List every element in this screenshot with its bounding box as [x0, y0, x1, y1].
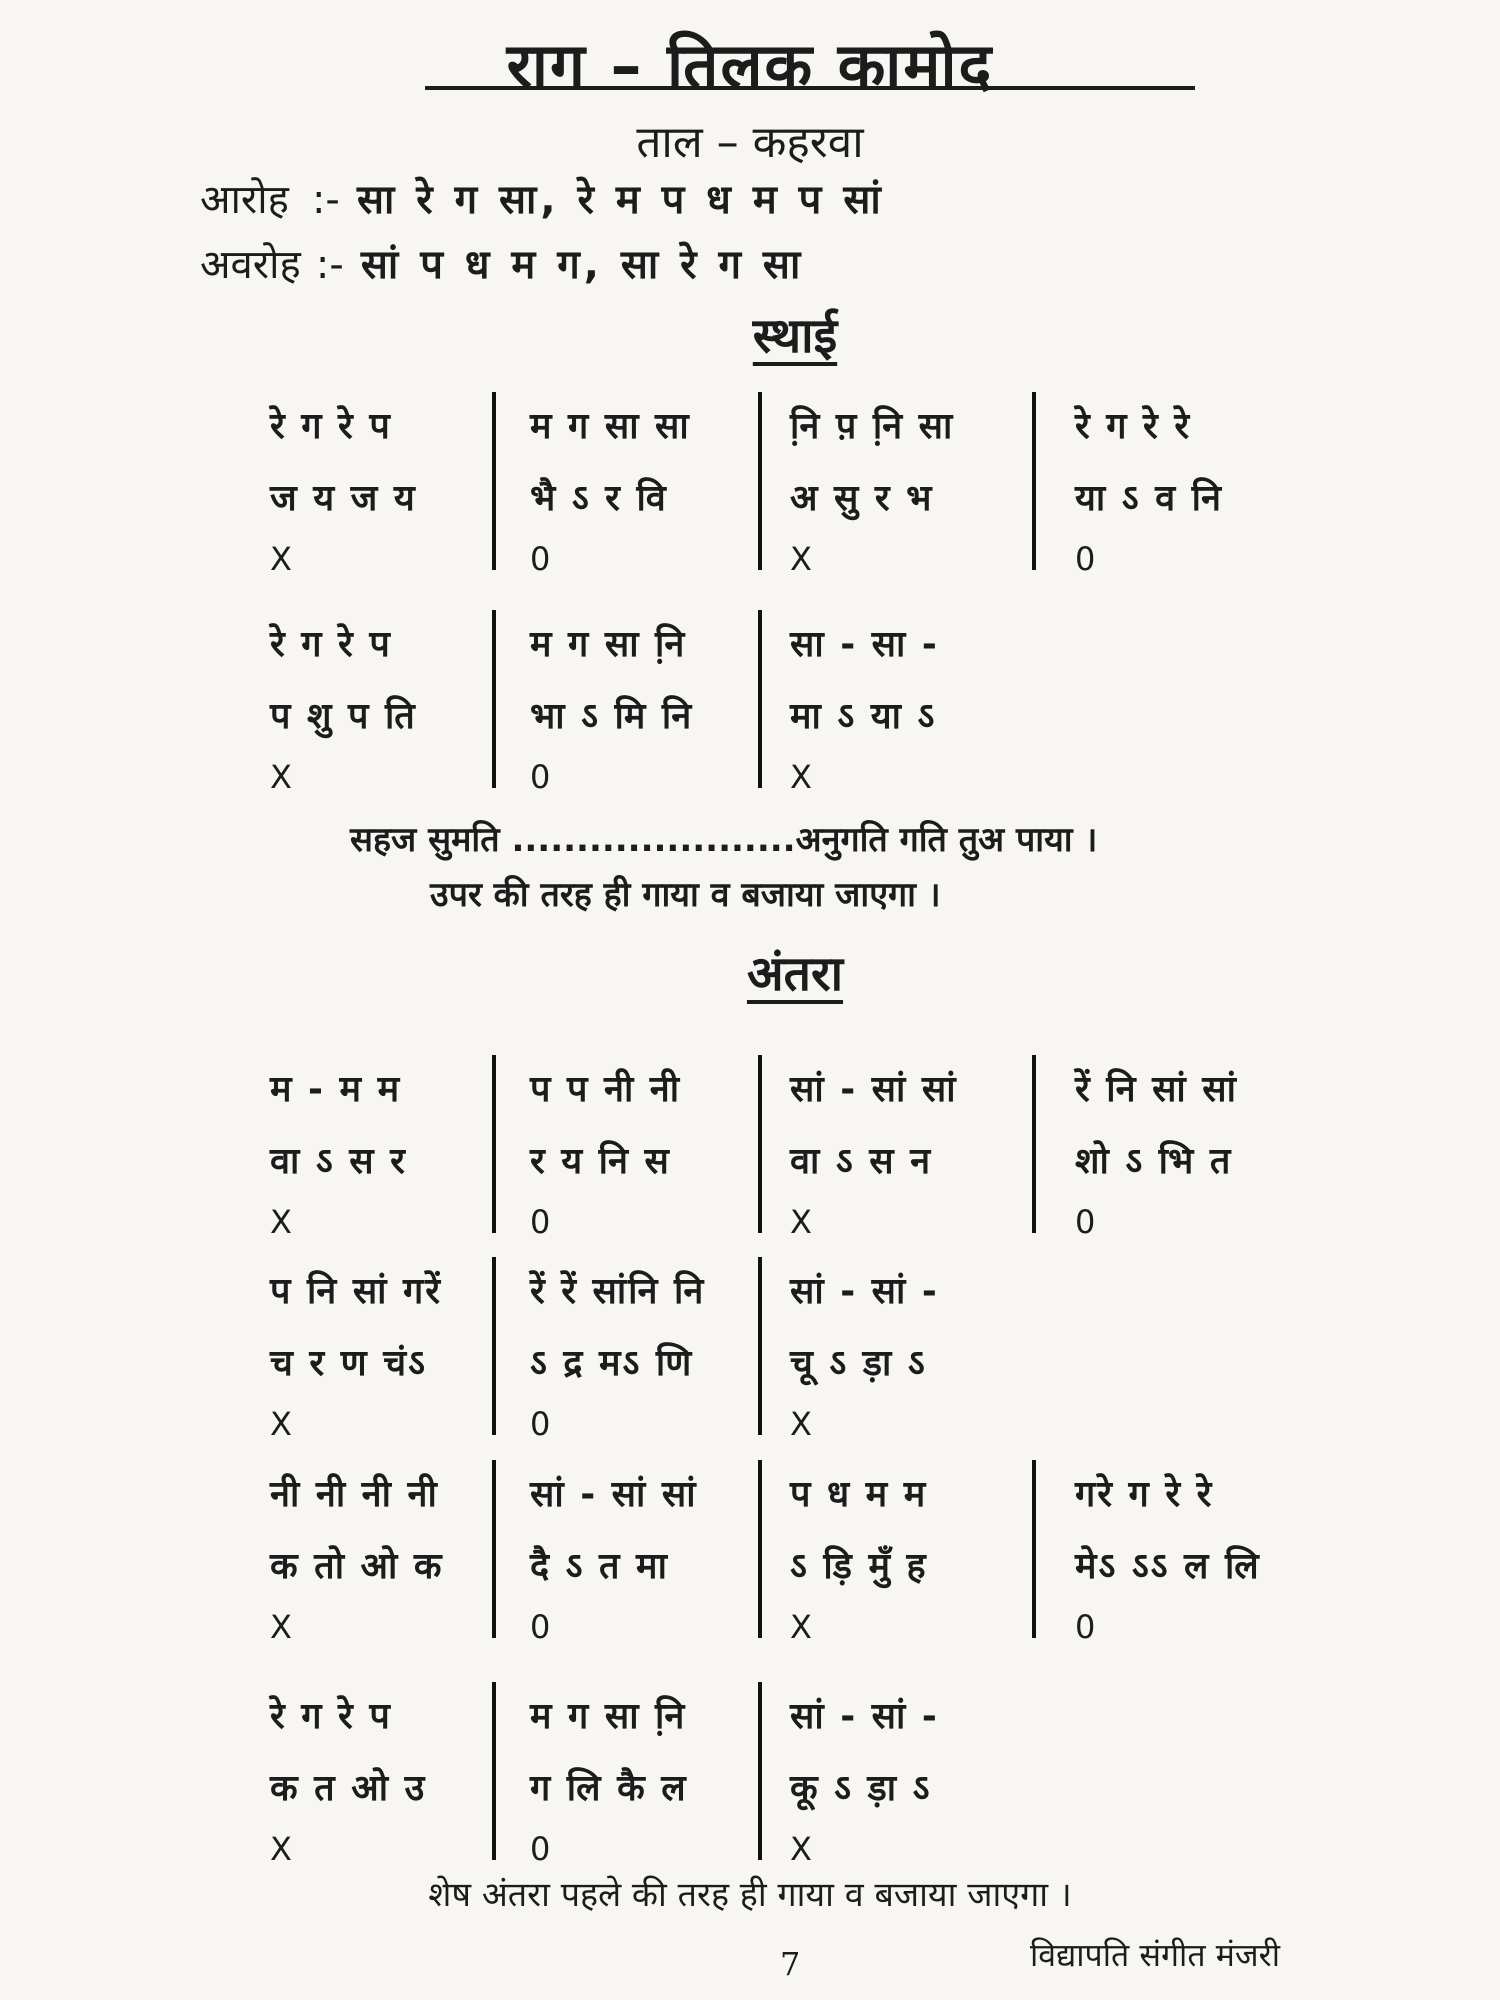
- bol-row: क तो ओ क: [270, 1546, 444, 1587]
- vibhag-divider: [758, 1055, 762, 1233]
- swar-row: म - म म: [270, 1069, 402, 1110]
- taal-mark: X: [790, 1405, 814, 1443]
- swar-row: नी नी नी नी: [270, 1474, 439, 1515]
- vibhag-divider: [1032, 392, 1036, 570]
- taal-mark: 0: [530, 758, 553, 796]
- sthai-heading: स्थाई: [752, 308, 838, 364]
- swar-row: प ध म म: [790, 1474, 928, 1515]
- taal-mark: 0: [530, 1830, 553, 1868]
- swar-row: रें रें सांनि नि: [530, 1271, 706, 1312]
- bol-row: चू ऽ ड़ा ऽ: [790, 1343, 927, 1384]
- vibhag-divider: [758, 392, 762, 570]
- taal-line: ताल – कहरवा: [636, 117, 864, 168]
- vibhag-divider: [758, 610, 762, 788]
- taal-mark: X: [790, 1608, 814, 1646]
- vibhag-divider: [492, 1257, 496, 1435]
- taal-mark: 0: [530, 1405, 553, 1443]
- swar-row: प प नी नी: [530, 1069, 682, 1110]
- swar-row: सां - सां सां: [530, 1474, 698, 1515]
- swar-row: सां - सां सां: [790, 1069, 958, 1110]
- bol-row: भै ऽ र वि: [530, 478, 668, 519]
- swar-row: नि़ प़ नि़ सा: [790, 406, 955, 447]
- taal-mark: X: [270, 758, 294, 796]
- avaroh-label: अवरोह: [200, 242, 301, 288]
- bol-row: वा ऽ स न: [790, 1141, 933, 1182]
- bol-row: दै ऽ त मा: [530, 1546, 669, 1587]
- vibhag-divider: [492, 1055, 496, 1233]
- avaroh-sep: :-: [315, 242, 344, 288]
- bol-row: अ सु र भ: [790, 478, 934, 519]
- swar-row: रें नि सां सां: [1075, 1069, 1238, 1110]
- taal-mark: 0: [1075, 1608, 1098, 1646]
- swar-row: म ग सा नि़: [530, 624, 687, 665]
- taal-mark: X: [790, 1203, 814, 1241]
- aroh-line: [200, 170, 885, 225]
- antara-heading: अंतरा: [746, 946, 844, 1002]
- vibhag-divider: [492, 610, 496, 788]
- raag-title: राग – तिलक कामोद: [506, 29, 994, 102]
- aroh-notes: सा रे ग सा, रे म प ध म प सां: [356, 177, 885, 223]
- bol-row: ज य ज य: [270, 478, 417, 519]
- aroh-label: आरोह: [200, 177, 289, 223]
- swar-row: म ग सा नि़: [530, 1696, 687, 1737]
- avaroh-notes: सां प ध म ग, सा रे ग सा: [360, 242, 805, 288]
- bol-row: ऽ द्र मऽ णि: [530, 1343, 694, 1384]
- bol-row: ग लि कै ल: [530, 1768, 688, 1809]
- bol-row: शो ऽ भि त: [1075, 1141, 1233, 1182]
- title-underline: [425, 86, 1195, 90]
- bol-row: ऽ ड़ि मुँ ह: [790, 1546, 928, 1587]
- bol-row: क त ओ उ: [270, 1768, 427, 1809]
- swar-row: म ग सा सा: [530, 406, 691, 447]
- book-name: विद्यापति संगीत मंजरी: [1030, 1936, 1281, 1974]
- taal-mark: X: [790, 540, 814, 578]
- taal-mark: X: [790, 758, 814, 796]
- taal-mark: X: [270, 1608, 294, 1646]
- footer-instruction: शेष अंतरा पहले की तरह ही गाया व बजाया जाएगा ।: [428, 1875, 1072, 1915]
- sthai-lyric-line: सहज सुमति ......................अनुगति गति तुअ पाया ।: [350, 820, 1098, 860]
- taal-mark: X: [790, 1830, 814, 1868]
- vibhag-divider: [758, 1682, 762, 1860]
- taal-mark: X: [270, 1203, 294, 1241]
- taal-mark: X: [270, 1830, 294, 1868]
- taal-mark: 0: [530, 540, 553, 578]
- bol-row: या ऽ व नि: [1075, 478, 1223, 519]
- sthai-instruction: उपर की तरह ही गाया व बजाया जाएगा ।: [430, 875, 941, 915]
- bol-row: भा ऽ मि नि: [530, 696, 694, 737]
- page-number: 7: [780, 1945, 801, 1983]
- swar-row: सां - सां -: [790, 1696, 939, 1737]
- taal-mark: X: [270, 540, 294, 578]
- aroh-sep: :-: [311, 177, 340, 223]
- swar-row: रे ग रे रे: [1075, 406, 1192, 447]
- swar-row: प नि सां गरें: [270, 1271, 443, 1312]
- vibhag-divider: [758, 1257, 762, 1435]
- swar-row: गरे ग रे रे: [1075, 1474, 1214, 1515]
- taal-mark: X: [270, 1405, 294, 1443]
- bol-row: प शु प ति: [270, 696, 417, 737]
- swar-row: रे ग रे प: [270, 1696, 392, 1737]
- vibhag-divider: [492, 1460, 496, 1638]
- swar-row: रे ग रे प: [270, 406, 392, 447]
- swar-row: सा - सा -: [790, 624, 939, 665]
- swar-row: रे ग रे प: [270, 624, 392, 665]
- avaroh-line: [200, 235, 804, 290]
- taal-mark: 0: [1075, 540, 1098, 578]
- bol-row: र य नि स: [530, 1141, 671, 1182]
- taal-mark: 0: [1075, 1203, 1098, 1241]
- vibhag-divider: [1032, 1460, 1036, 1638]
- taal-mark: 0: [530, 1203, 553, 1241]
- vibhag-divider: [492, 1682, 496, 1860]
- bol-row: कू ऽ ड़ा ऽ: [790, 1768, 932, 1809]
- bol-row: मेऽ ऽऽ ल लि: [1075, 1546, 1261, 1587]
- bol-row: मा ऽ या ऽ: [790, 696, 937, 737]
- bol-row: वा ऽ स र: [270, 1141, 407, 1182]
- vibhag-divider: [492, 392, 496, 570]
- vibhag-divider: [1032, 1055, 1036, 1233]
- bol-row: च र ण चंऽ: [270, 1343, 427, 1384]
- taal-mark: 0: [530, 1608, 553, 1646]
- swar-row: सां - सां -: [790, 1271, 939, 1312]
- vibhag-divider: [758, 1460, 762, 1638]
